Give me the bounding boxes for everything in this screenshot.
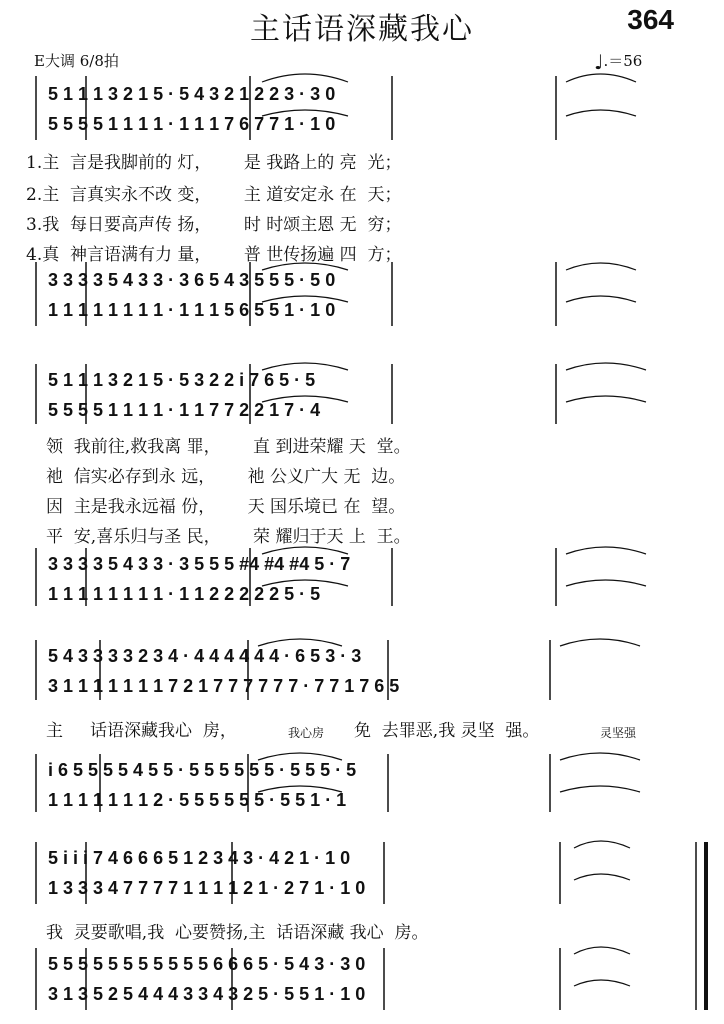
s2-lyric-4: 平 安,喜乐归与圣 民， 荣 耀归于天 上 王。 — [46, 527, 411, 547]
s4-treble-top: 5 i i i 7 4 6 6 6 5 1 2 3 4 3 · 4 2 1 · 1 0 — [48, 848, 351, 868]
s2-lyric-1: 领 我前往,救我离 罪， 直 到进荣耀 天 堂。 — [46, 437, 411, 457]
s3-lyric-1: 主 话语深藏我心 房， — [46, 721, 237, 741]
s3-treble-top: 5 4 3 3 3 3 2 3 4 · 4 4 4 4 4 4 · 6 5 3 · 3 — [48, 646, 362, 666]
hymn-title: 主话语深藏我心 — [250, 12, 474, 47]
s4-bass-top: 5 5 5 5 5 5 5 5 5 5 5 6 6 6 5 · 5 4 3 · 3 0 — [48, 954, 366, 974]
s3-lyric-2: 免 去罪恶,我 灵坚 强。 — [354, 721, 540, 741]
s2-treble-bottom: 5 5 5 5 1 1 1 1 · 1 1 7 7 2 2 1 7 · 4 — [48, 400, 321, 420]
s1-bass-bottom: 1 1 1 1 1 1 1 1 · 1 1 1 5 6 5 5 1 · 1 0 — [48, 300, 336, 320]
s1-lyric-1: 1.主 言是我脚前的 灯， 是 我路上的 亮 光； — [26, 153, 402, 173]
s3-lyric-small-1: 我心房 — [288, 726, 325, 740]
s1-bass-top: 3 3 3 3 5 4 3 3 · 3 6 5 4 3 5 5 5 · 5 0 — [48, 270, 336, 290]
s3-bass-bottom: 1 1 1 1 1 1 1 2 · 5 5 5 5 5 5 · 5 5 1 · 1 — [48, 790, 347, 810]
s1-lyric-2: 2.主 言真实永不改 变， 主 道安定永 在 天； — [26, 185, 402, 205]
s3-bass-top: i 6 5 5 5 5 4 5 5 · 5 5 5 5 5 5 · 5 5 5 · 5 — [48, 760, 357, 780]
quarter-note-icon: ♩ — [594, 50, 604, 74]
s1-lyric-4: 4.真 神言语满有力 量， 普 世传扬遍 四 方； — [26, 245, 402, 265]
tempo-value: .＝56 — [603, 52, 643, 70]
s4-bass-bottom: 3 1 3 5 2 5 4 4 4 3 3 4 3 2 5 · 5 5 1 · 1 0 — [48, 984, 366, 1004]
s2-treble-top: 5 1 1 1 3 2 1 5 · 5 3 2 2 i 7 6 5 · 5 — [48, 370, 316, 390]
s4-treble-bottom: 1 3 3 3 4 7 7 7 7 1 1 1 1 2 1 · 2 7 1 · 1 0 — [48, 878, 366, 898]
s2-bass-bottom: 1 1 1 1 1 1 1 1 · 1 1 2 2 2 2 2 5 · 5 — [48, 584, 321, 604]
s2-lyric-2: 祂 信实必存到永 远， 祂 公义广大 无 边。 — [46, 467, 406, 487]
s2-bass-top: 3 3 3 3 5 4 3 3 · 3 5 5 5 #4 #4 #4 5 · 7 — [48, 554, 351, 574]
s3-lyric-small-2: 灵坚强 — [600, 726, 637, 740]
s1-lyric-3: 3.我 每日要高声传 扬， 时 时颂主恩 无 穷； — [26, 215, 402, 235]
s4-lyric-1: 我 灵要歌唱,我 心要赞扬,主 话语深藏 我心 房。 — [46, 923, 429, 943]
s1-treble-top: 5 1 1 1 3 2 1 5 · 5 4 3 2 1 2 2 3 · 3 0 — [48, 84, 336, 104]
s1-treble-bottom: 5 5 5 5 1 1 1 1 · 1 1 1 7 6 7 7 1 · 1 0 — [48, 114, 336, 134]
hymn-number: 364 — [627, 4, 674, 35]
key-time-signature: E大调 6/8拍 — [34, 52, 119, 70]
s3-treble-bottom: 3 1 1 1 1 1 1 1 7 2 1 7 7 7 7 7 7 · 7 7 1 7 6 5 — [48, 676, 400, 696]
s2-lyric-3: 因 主是我永远福 份， 天 国乐境已 在 望。 — [46, 497, 406, 517]
